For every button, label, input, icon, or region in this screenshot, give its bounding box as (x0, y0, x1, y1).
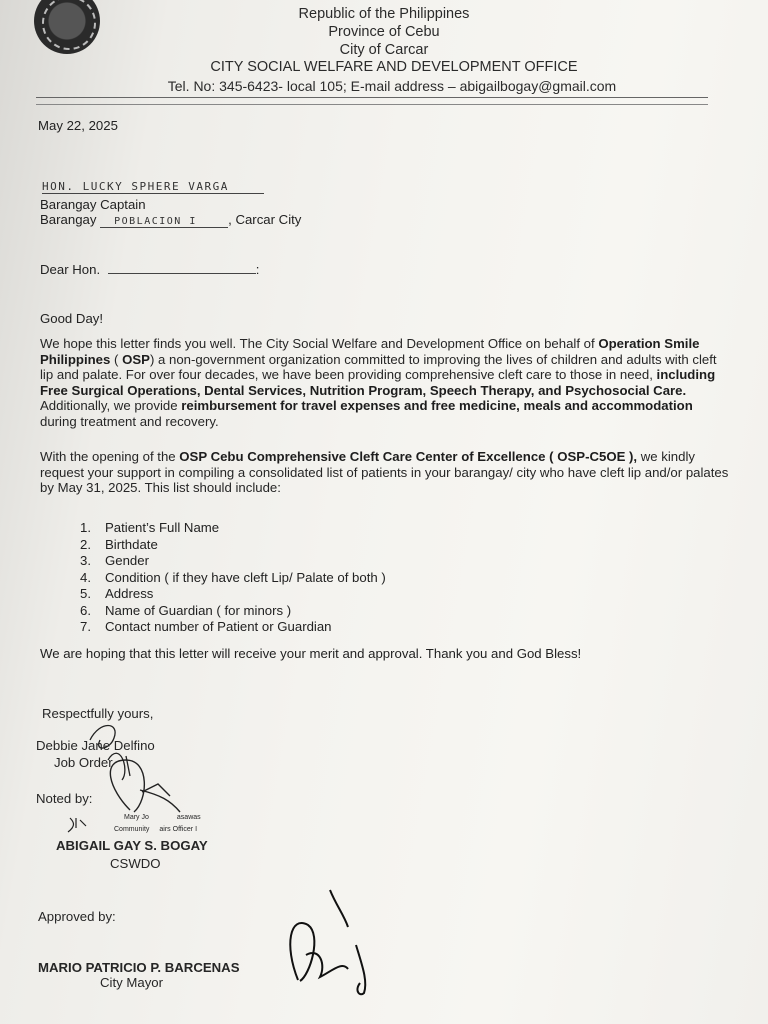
salutation-blank (108, 273, 256, 274)
salutation-colon: : (255, 262, 260, 277)
list-item: 5. Address (80, 586, 154, 601)
writer-name: Debbie Jane Delfino (36, 738, 155, 753)
recipient-barangay-line (40, 212, 301, 228)
letter-date: May 22, 2025 (38, 118, 118, 133)
letterhead-contact: Tel. No: 345-6423- local 105; E-mail address – abigailbogay@gmail.com (167, 78, 617, 94)
list-item: 6. Name of Guardian ( for minors ) (80, 602, 292, 618)
list-item: 1. Patient’s Full Name (80, 520, 220, 535)
noted-signature (110, 760, 180, 812)
stamp-line1: Mary Jo asawas (124, 814, 201, 821)
salutation (40, 262, 259, 277)
salutation-prefix: Dear Hon. (40, 262, 101, 277)
list-item: 3. Gender (80, 553, 149, 568)
barangay-prefix: Barangay (40, 212, 97, 227)
respectfully-yours: Respectfully yours, (42, 706, 154, 721)
requirements-list (80, 520, 386, 636)
noted-title: CSWDO (110, 856, 161, 871)
letterhead-city: City of Carcar (339, 42, 429, 58)
mayor-signature (270, 885, 390, 1000)
header-rule-bottom (36, 104, 708, 105)
recipient-name-handwritten: HON. LUCKY SPHERE VARGA (42, 180, 264, 194)
list-item: 4. Condition ( if they have cleft Lip/ Palate of both ) (80, 569, 386, 585)
initials-mark (68, 818, 86, 832)
approver-name: MARIO PATRICIO P. BARCENAS (38, 960, 240, 975)
approver-title: City Mayor (100, 975, 164, 990)
recipient-title: Barangay Captain (40, 197, 146, 212)
greeting: Good Day! (40, 311, 104, 326)
closing-line: We are hoping that this letter will receive your merit and approval. Thank you and God Bless! (40, 646, 582, 661)
letterhead-province: Province of Cebu (328, 24, 440, 40)
handwritten-signatures-group (30, 700, 260, 870)
noted-name: ABIGAIL GAY S. BOGAY (56, 838, 208, 853)
writer-title: Job Order (54, 755, 113, 770)
noted-by-label: Noted by: (36, 791, 93, 806)
barangay-suffix: , Carcar City (228, 212, 302, 227)
header-rule-top (36, 97, 708, 98)
barangay-handwritten: POBLACION I (100, 216, 228, 228)
letterhead-republic: Republic of the Philippines (298, 6, 470, 22)
list-item: 7. Contact number of Patient or Guardian (80, 619, 332, 634)
letterhead-office: CITY SOCIAL WELFARE AND DEVELOPMENT OFFICE (210, 59, 578, 75)
paragraph-request: With the opening of the OSP Cebu Comprehensive Cleft Care Center of Excellence ( OSP-C5OE ), we kindly request your support in compiling a consolidated list of patients in your barangay/ city who have cleft lip and/or palates by May 31, 2025. This list should include: (40, 449, 729, 495)
stamp-line2: Community airs Officer I (114, 826, 198, 833)
approved-by-label: Approved by: (38, 909, 116, 924)
paragraph-intro: We hope this letter finds you well. The City Social Welfare and Development Office on behalf of Operation Smile Philippines ( OSP) a non-government organization committed to improving the lives of children and adults with cleft lip and palate. For over four decades, we have been providing comprehensive cleft care to those in need, including Free Surgical Operations, Dental Services, Nutrition Program, Speech Therapy, and Psychosocial Care. Additionally, we provide reimbursement for travel expenses and free medicine, meals and accommodation during treatment and recovery. (40, 336, 717, 429)
list-item: 2. Birthdate (80, 536, 158, 552)
